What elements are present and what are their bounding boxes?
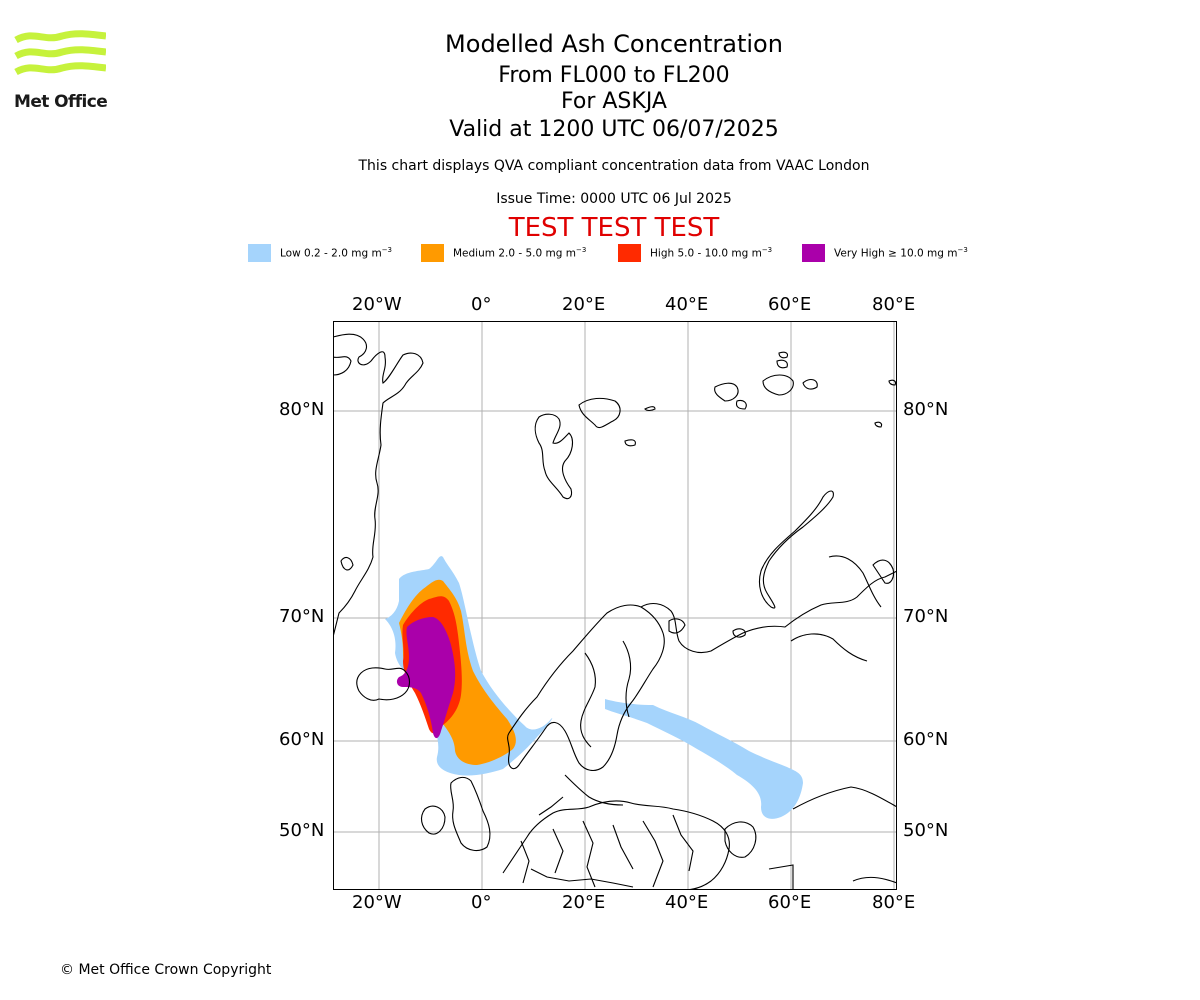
lon-tick-top: 20°E: [562, 294, 606, 315]
lat-tick-left: 50°N: [279, 820, 325, 841]
flight-level-range: From FL000 to FL200: [498, 63, 730, 88]
test-banner: TEST TEST TEST: [508, 213, 720, 243]
volcano-name: For ASKJA: [561, 89, 667, 114]
legend-item-medium: Medium 2.0 - 5.0 mg $m^{-3}$: [421, 243, 586, 263]
legend-label-low: Low 0.2 - 2.0 mg m: [280, 247, 382, 260]
lon-tick-top: 80°E: [872, 294, 916, 315]
lon-tick-bottom: 60°E: [768, 892, 812, 913]
lon-tick-bottom: 80°E: [872, 892, 916, 913]
legend-item-low: Low 0.2 - 2.0 mg $m^{-3}$: [248, 243, 392, 263]
ash-map: [333, 321, 897, 890]
lon-tick-top: 60°E: [768, 294, 812, 315]
lon-tick-top: 20°W: [352, 294, 402, 315]
lon-tick-bottom: 20°E: [562, 892, 606, 913]
copyright-notice: © Met Office Crown Copyright: [60, 962, 272, 978]
chart-description: This chart displays QVA compliant concentration data from VAAC London: [358, 158, 870, 174]
chart-title: Modelled Ash Concentration: [445, 30, 783, 58]
lon-tick-bottom: 40°E: [665, 892, 709, 913]
lat-tick-right: 50°N: [903, 820, 949, 841]
legend-label-very-high: Very High ≥ 10.0 mg m: [834, 247, 958, 260]
lat-tick-right: 60°N: [903, 729, 949, 750]
legend-label-high: High 5.0 - 10.0 mg m: [650, 247, 762, 260]
legend-swatch-medium: [421, 244, 444, 262]
lon-tick-top: 0°: [471, 294, 492, 315]
lon-tick-bottom: 0°: [471, 892, 492, 913]
legend-item-high: High 5.0 - 10.0 mg $m^{-3}$: [618, 243, 772, 263]
lat-tick-left: 80°N: [279, 399, 325, 420]
lat-tick-right: 80°N: [903, 399, 949, 420]
valid-time: Valid at 1200 UTC 06/07/2025: [449, 117, 779, 142]
legend-label-medium: Medium 2.0 - 5.0 mg m: [453, 247, 576, 260]
issue-time: Issue Time: 0000 UTC 06 Jul 2025: [496, 191, 732, 207]
lat-tick-left: 70°N: [279, 606, 325, 627]
lat-tick-right: 70°N: [903, 606, 949, 627]
lon-tick-bottom: 20°W: [352, 892, 402, 913]
legend-swatch-very-high: [802, 244, 825, 262]
lon-tick-top: 40°E: [665, 294, 709, 315]
legend-swatch-low: [248, 244, 271, 262]
lat-tick-left: 60°N: [279, 729, 325, 750]
logo-wordmark: Met Office: [14, 92, 108, 112]
concentration-legend: [248, 243, 1008, 265]
legend-swatch-high: [618, 244, 641, 262]
legend-item-very-high: Very High ≥ 10.0 mg $m^{-3}$: [802, 243, 968, 263]
